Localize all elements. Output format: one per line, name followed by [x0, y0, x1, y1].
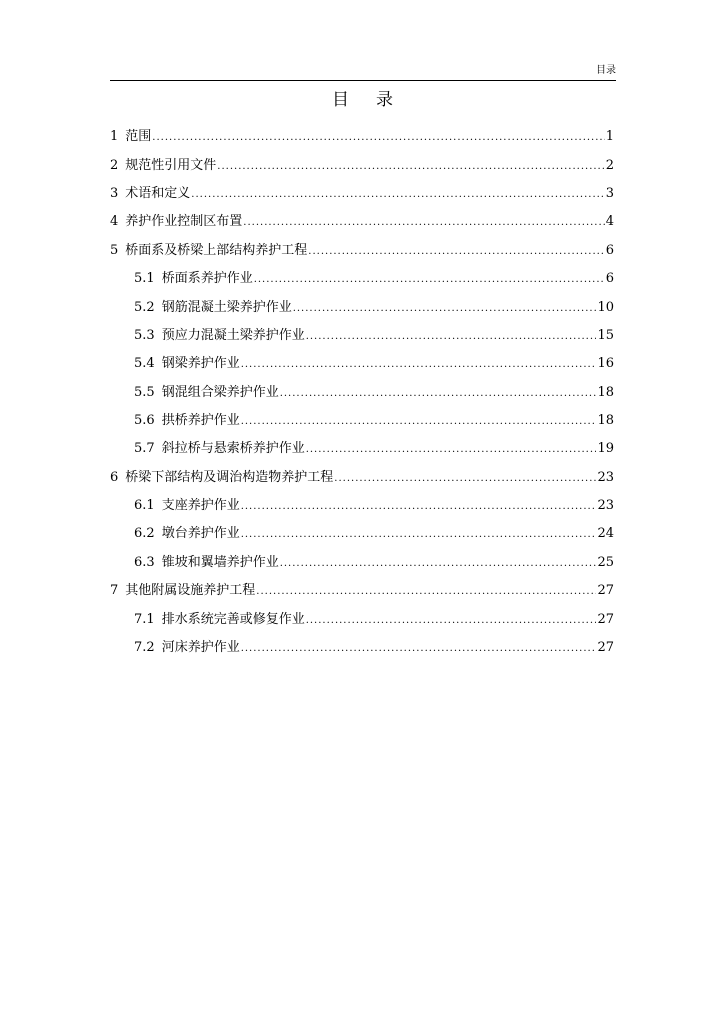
toc-entry-number: 1 — [110, 129, 119, 144]
toc-dot-leader — [280, 384, 597, 404]
toc-entry-number: 6.1 — [134, 498, 155, 513]
toc-dot-leader — [217, 157, 604, 177]
toc-dot-leader — [306, 440, 597, 460]
toc-entry-label: 锥坡和翼墙养护作业 — [161, 555, 279, 570]
toc-entry-page: 24 — [597, 526, 614, 541]
toc-entry-number: 4 — [110, 214, 119, 229]
toc-entry-number: 5.5 — [134, 385, 155, 400]
toc-entry[interactable] — [134, 439, 614, 459]
toc-entry-number: 2 — [110, 158, 119, 173]
toc-entry-label: 范围 — [125, 129, 152, 144]
toc-entry-page: 23 — [597, 470, 614, 485]
toc-entry-label: 墩台养护作业 — [161, 526, 240, 541]
toc-entry-page: 27 — [597, 583, 614, 598]
toc-entry[interactable] — [134, 298, 614, 318]
toc-dot-leader — [241, 525, 597, 545]
toc-entry-label: 预应力混凝土梁养护作业 — [161, 328, 305, 343]
toc-entry[interactable] — [134, 354, 614, 374]
toc-dot-leader — [152, 128, 604, 148]
toc-entry-label: 钢梁养护作业 — [161, 356, 240, 371]
toc-dot-leader — [308, 242, 604, 262]
toc-dot-leader — [254, 270, 605, 290]
toc-entry[interactable] — [134, 383, 614, 403]
toc-dot-leader — [241, 412, 597, 432]
toc-entry-label: 排水系统完善或修复作业 — [161, 612, 305, 627]
toc-entry-label: 桥面系及桥梁上部结构养护工程 — [125, 243, 308, 258]
toc-entry[interactable] — [110, 156, 614, 176]
toc-entry-label: 养护作业控制区布置 — [125, 214, 243, 229]
toc-dot-leader — [241, 639, 597, 659]
toc-entry[interactable] — [134, 610, 614, 630]
toc-entry[interactable] — [134, 269, 614, 289]
toc-entry-label: 钢混组合梁养护作业 — [161, 385, 279, 400]
toc-dot-leader — [241, 497, 597, 517]
toc-entry-label: 拱桥养护作业 — [161, 413, 240, 428]
toc-title-char-2: 录 — [376, 90, 394, 110]
toc-entry-label: 其他附属设施养护工程 — [125, 583, 256, 598]
toc-dot-leader — [306, 611, 597, 631]
toc-entry-page: 18 — [597, 413, 614, 428]
toc-entry-number: 5.6 — [134, 413, 155, 428]
toc-entry-label: 术语和定义 — [125, 186, 191, 201]
toc-entry-page: 6 — [605, 271, 614, 286]
toc-entry[interactable] — [110, 241, 614, 261]
toc-entry-number: 7 — [110, 583, 119, 598]
toc-entry-label: 斜拉桥与悬索桥养护作业 — [161, 441, 305, 456]
toc-entry-label: 支座养护作业 — [161, 498, 240, 513]
toc-entry-page: 15 — [597, 328, 614, 343]
toc-entry-number: 6.2 — [134, 526, 155, 541]
toc-entry-label: 桥面系养护作业 — [161, 271, 253, 286]
toc-entry-number: 5 — [110, 243, 119, 258]
toc-entry-number: 5.1 — [134, 271, 155, 286]
toc-entry-label: 桥梁下部结构及调治构造物养护工程 — [125, 470, 334, 485]
toc-entry-page: 4 — [605, 214, 614, 229]
toc-entry-number: 5.2 — [134, 300, 155, 315]
toc-entry-page: 19 — [597, 441, 614, 456]
running-header: 目录 — [596, 65, 616, 76]
toc-entry-page: 23 — [597, 498, 614, 513]
toc-entry-page: 1 — [605, 129, 614, 144]
toc-entry-page: 27 — [597, 640, 614, 655]
toc-title-char-1: 目 — [332, 90, 350, 110]
toc-entry-page: 18 — [597, 385, 614, 400]
toc-dot-leader — [306, 327, 597, 347]
toc-dot-leader — [256, 582, 596, 602]
toc-entry[interactable] — [134, 638, 614, 658]
toc-entry-number: 6 — [110, 470, 119, 485]
toc-entry-number: 5.4 — [134, 356, 155, 371]
toc-entry-number: 3 — [110, 186, 119, 201]
toc-entry-number: 7.2 — [134, 640, 155, 655]
toc-entry-page: 16 — [597, 356, 614, 371]
toc-entry-number: 6.3 — [134, 555, 155, 570]
toc-entry-page: 27 — [597, 612, 614, 627]
toc-entry[interactable] — [134, 496, 614, 516]
toc-dot-leader — [293, 299, 597, 319]
toc-entry-label: 河床养护作业 — [161, 640, 240, 655]
toc-entry-page: 3 — [605, 186, 614, 201]
toc-entry-page: 10 — [597, 300, 614, 315]
toc-dot-leader — [243, 213, 604, 233]
toc-entry[interactable] — [110, 212, 614, 232]
toc-entry[interactable] — [134, 553, 614, 573]
toc-entry-number: 5.7 — [134, 441, 155, 456]
toc-dot-leader — [334, 469, 596, 489]
toc-entry-page: 2 — [605, 158, 614, 173]
toc-entry[interactable] — [134, 411, 614, 431]
toc-dot-leader — [280, 554, 597, 574]
toc-entry-number: 7.1 — [134, 612, 155, 627]
toc-entry[interactable] — [110, 127, 614, 147]
toc-dot-leader — [191, 185, 604, 205]
toc-entry[interactable] — [110, 581, 614, 601]
toc-dot-leader — [241, 355, 597, 375]
toc-entry-number: 5.3 — [134, 328, 155, 343]
toc-entry[interactable] — [134, 326, 614, 346]
toc-entry-page: 25 — [597, 555, 614, 570]
toc-entry[interactable] — [134, 524, 614, 544]
toc-entry-label: 钢筋混凝土梁养护作业 — [161, 300, 292, 315]
toc-entry[interactable] — [110, 468, 614, 488]
toc-entry-label: 规范性引用文件 — [125, 158, 217, 173]
toc-entry[interactable] — [110, 184, 614, 204]
toc-entry-page: 6 — [605, 243, 614, 258]
